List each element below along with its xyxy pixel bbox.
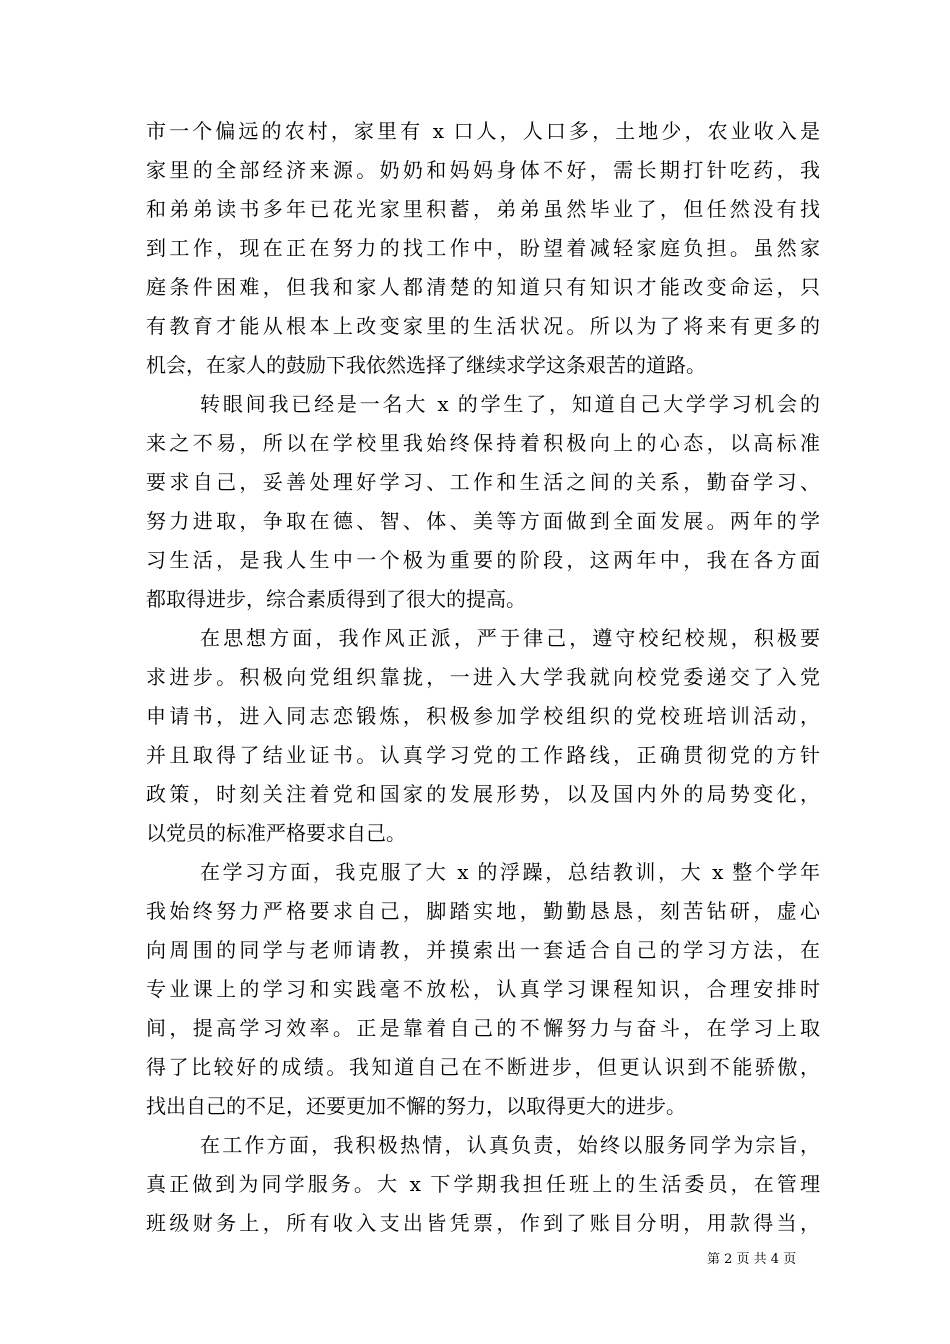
document-body [146,112,820,1243]
text-line: 政策，时刻关注着党和国家的发展形势，以及国内外的局势变化， [146,782,820,806]
text-line: 机会，在家人的鼓励下我依然选择了继续求学这条艰苦的道路。 [146,353,706,377]
text-line: 班级财务上，所有收入支出皆凭票，作到了账目分明，用款得当， [146,1211,820,1235]
text-line: 和弟弟读书多年已花光家里积蓄，弟弟虽然毕业了，但任然没有找 [146,197,820,221]
text-line: 家里的全部经济来源。奶奶和妈妈身体不好，需长期打针吃药，我 [146,158,820,182]
text-line: 努力进取，争取在德、智、体、美等方面做到全面发展。两年的学 [146,509,820,533]
text-line: 申请书，进入同志恋锻炼，积极参加学校组织的党校班培训活动， [146,704,820,728]
text-line: 找出自己的不足，还要更加不懈的努力，以取得更大的进步。 [146,1094,686,1118]
text-line: 来之不易，所以在学校里我始终保持着积极向上的心态，以高标准 [146,431,820,455]
text-line: 要求自己，妥善处理好学习、工作和生活之间的关系，勤奋学习、 [146,470,820,494]
text-line: 有教育才能从根本上改变家里的生活状况。所以为了将来有更多的 [146,314,820,338]
text-line: 以党员的标准严格要求自己。 [146,821,406,845]
text-line: 向周围的同学与老师请教，并摸索出一套适合自己的学习方法，在 [146,938,820,962]
text-line: 习生活，是我人生中一个极为重要的阶段，这两年中，我在各方面 [146,548,820,572]
text-line: 市一个偏远的农村，家里有 x 口人，人口多，土地少，农业收入是 [146,119,820,143]
paragraph-first-line: 在学习方面，我克服了大 x 的浮躁，总结教训，大 x 整个学年 [200,860,820,884]
text-line: 真正做到为同学服务。大 x 下学期我担任班上的生活委员，在管理 [146,1172,820,1196]
text-line: 专业课上的学习和实践毫不放松，认真学习课程知识，合理安排时 [146,977,820,1001]
paragraph-first-line: 在工作方面，我积极热情，认真负责，始终以服务同学为宗旨， [200,1133,820,1157]
text-line: 得了比较好的成绩。我知道自己在不断进步，但更认识到不能骄傲， [146,1055,820,1079]
paragraph-first-line: 在思想方面，我作风正派，严于律己，遵守校纪校规，积极要 [200,626,820,650]
text-line: 求进步。积极向党组织靠拢，一进入大学我就向校党委递交了入党 [146,665,820,689]
text-line: 间，提高学习效率。正是靠着自己的不懈努力与奋斗，在学习上取 [146,1016,820,1040]
text-line: 并且取得了结业证书。认真学习党的工作路线，正确贯彻党的方针 [146,743,820,767]
page-number-footer: 第 2 页 共 4 页 [707,1252,797,1267]
text-line: 到工作，现在正在努力的找工作中，盼望着减轻家庭负担。虽然家 [146,236,820,260]
paragraph-first-line: 转眼间我已经是一名大 x 的学生了，知道自己大学学习机会的 [200,392,820,416]
text-line: 都取得进步，综合素质得到了很大的提高。 [146,587,526,611]
text-line: 庭条件困难，但我和家人都清楚的知道只有知识才能改变命运，只 [146,275,820,299]
text-line: 我始终努力严格要求自己，脚踏实地，勤勤恳恳，刻苦钻研，虚心 [146,899,820,923]
